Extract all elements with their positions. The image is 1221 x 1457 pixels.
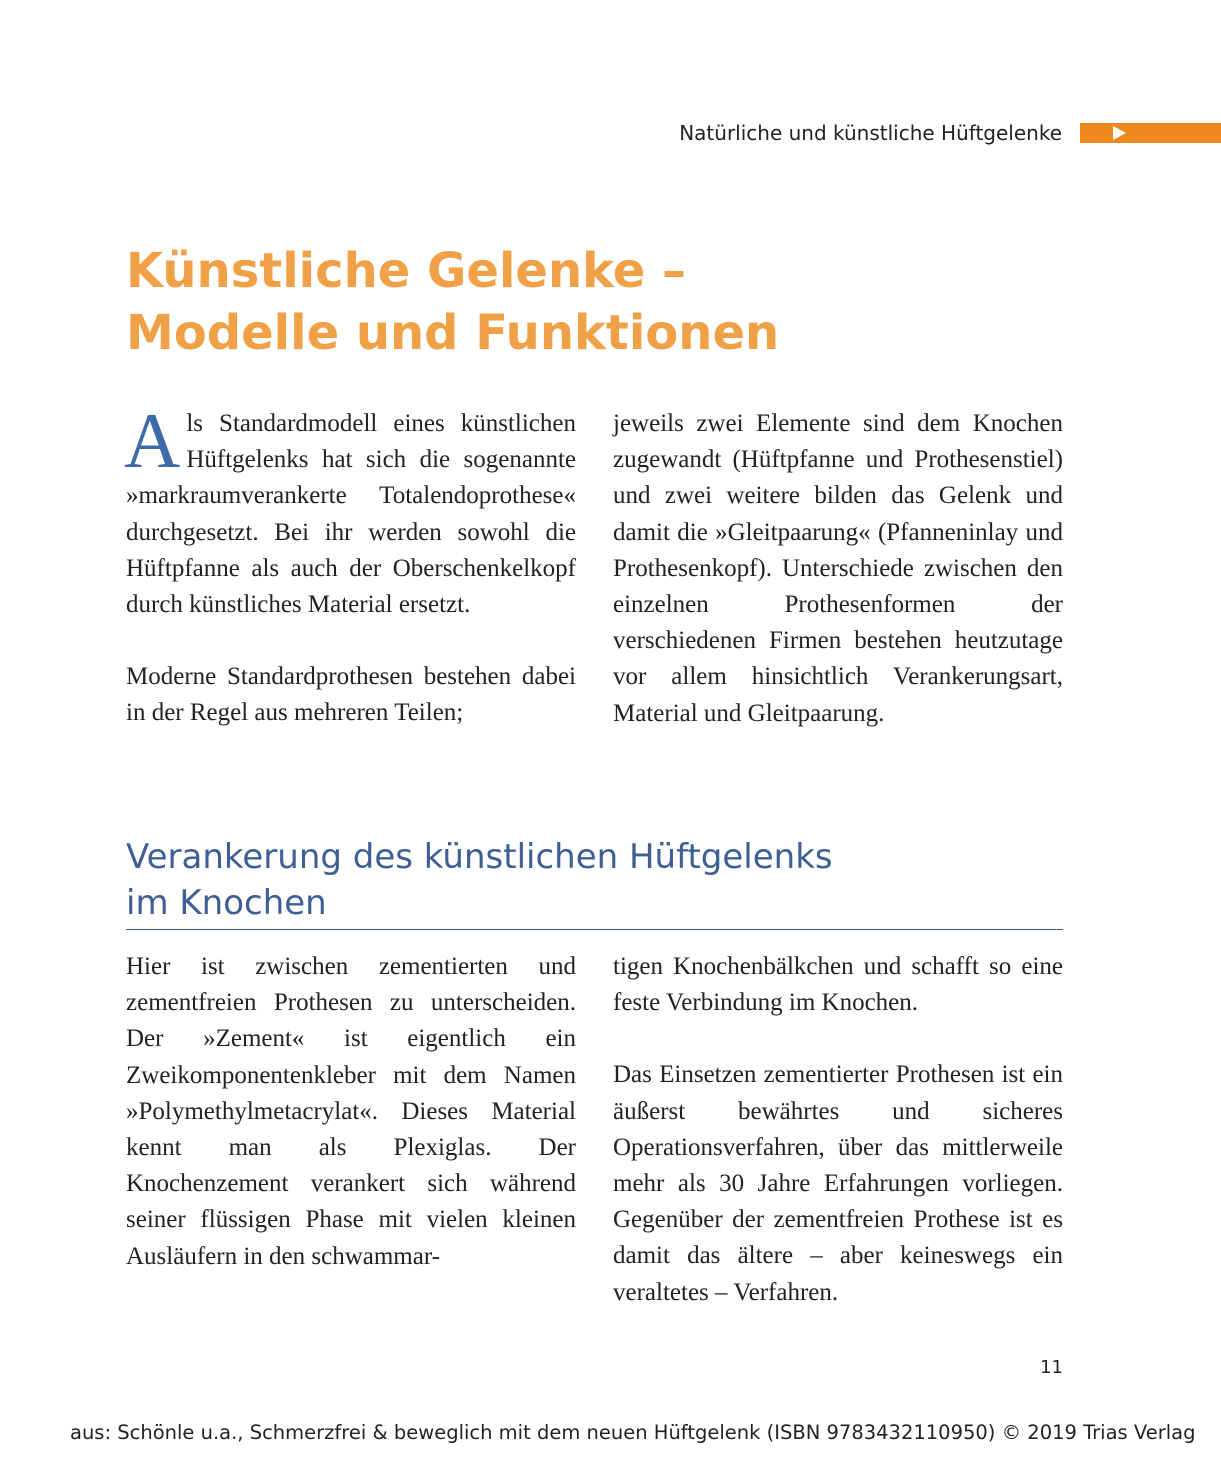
section-right-column [613,949,1063,1311]
section-heading [126,834,1063,926]
section-paragraph-1: Hier ist zwischen zementierten und zementfreien Prothesen zu unterscheiden. Der »Zement« ist eigentlich ein Zweikomponentenkleber mit dem Namen »Polymethylmetacrylat«. Dieses Material kennt man als Plexiglas. Der Knochenzement verankert sich während seiner flüssigen Phase mit vielen kleinen Ausläufern in den schwammar- [126,953,576,1270]
page-number: 11 [1040,1357,1063,1378]
footer-credit: aus: Schönle u.a., Schmerzfrei & beweglich mit dem neuen Hüftgelenk (ISBN 9783432110950) © 2019 Trias Verlag [70,1421,1196,1444]
section-paragraph-3: Das Einsetzen zementierter Prothesen ist ein äußerst bewährtes und sicheres Operationsverfahren, über das mittlerweile mehr als 30 Jahre Erfahrungen vorliegen. Gegenüber der zementfreien Prothese ist es damit das ältere – aber keineswegs ein veraltetes – Verfahren. [613,1061,1063,1306]
chapter-title [126,240,1026,364]
chapter-title-line-1: Künstliche Gelenke – [126,243,687,299]
header-accent-bar [1080,123,1221,143]
section-left-column [126,949,576,1275]
intro-paragraph-1-text: ls Standardmodell eines künstlichen Hüftgelenks hat sich die sogenannte »markraumverankerte Totalendoprothese« durchgesetzt. Bei ihr werden sowohl die Hüftpfanne als auch der Oberschenkelkopf durch künstliches Material ersetzt. [126,410,576,619]
intro-left-column [124,397,576,732]
intro-paragraph-2: Moderne Standardprothesen bestehen dabei in der Regel aus mehreren Teilen; [126,663,576,727]
intro-paragraph-3: jeweils zwei Elemente sind dem Knochen zugewandt (Hüftpfanne und Prothesenstiel) und zwei weitere bilden das Gelenk und damit die »Gleitpaarung« (Pfanneninlay und Prothesenkopf). Unterschiede zwischen den einzelnen Prothesenformen der verschiedenen Firmen bestehen heutzutage vor allem hinsichtlich Verankerungsart, Material und Gleitpaarung. [613,410,1063,727]
intro-right-column [613,406,1063,732]
section-divider [126,929,1063,930]
triangle-right-icon [1113,126,1126,140]
chapter-title-line-2: Modelle und Funktionen [126,305,780,361]
intro-paragraph-1 [124,397,576,623]
section-heading-line-1: Verankerung des künstlichen Hüftgelenks [126,837,833,877]
section-heading-line-2: im Knochen [126,883,327,923]
drop-cap: A [124,397,181,484]
running-header-title: Natürliche und künstliche Hüftgelenke [679,121,1062,145]
section-paragraph-2: tigen Knochenbälkchen und schafft so eine feste Verbindung im Knochen. [613,953,1063,1017]
